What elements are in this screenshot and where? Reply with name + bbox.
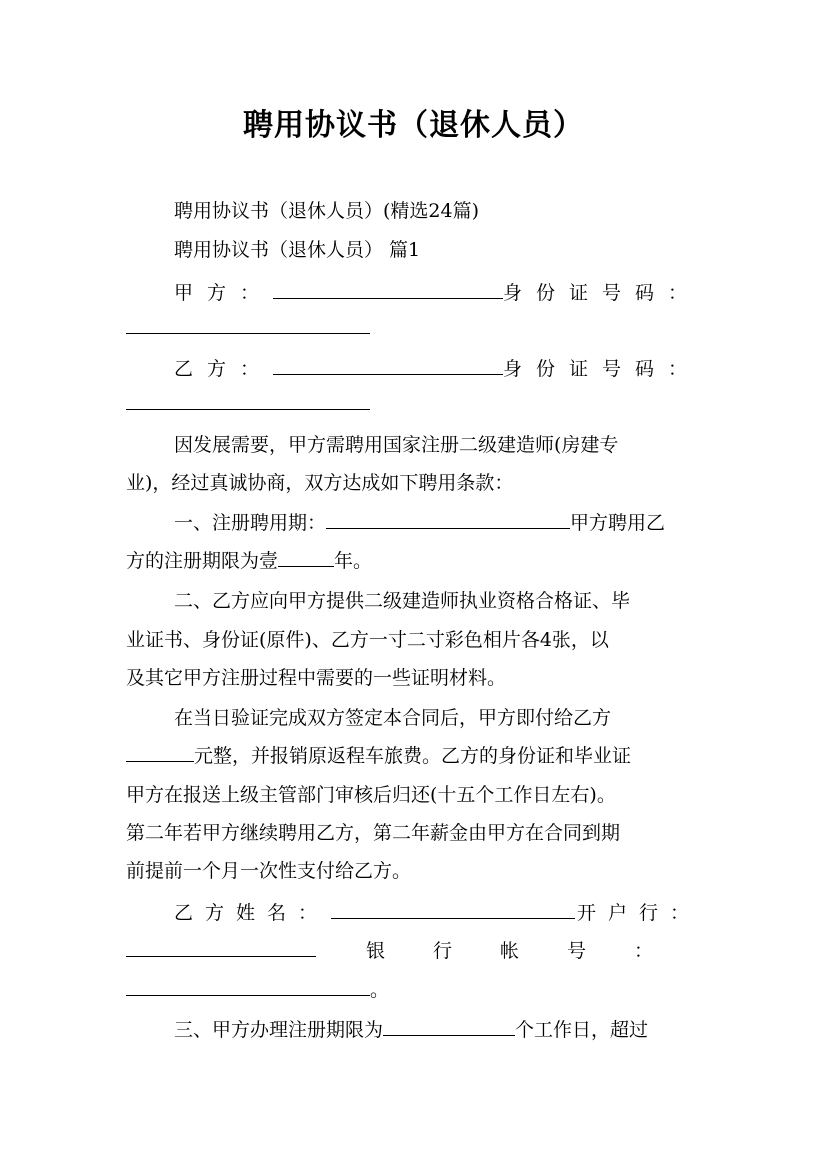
account-label: 银行帐号：	[365, 940, 701, 962]
clause3-text-2: 个工作日，超过	[515, 1019, 649, 1041]
clause2-line-1: 二、乙方应向甲方提供二级建造师执业资格合格证、毕	[174, 590, 631, 612]
account-number-blank	[126, 977, 370, 996]
party-b-id-line	[126, 391, 701, 417]
payment-line-1: 在当日验证完成双方签定本合同后，甲方即付给乙方	[174, 707, 612, 729]
party-b-id-label: 身份证号码：	[502, 358, 701, 380]
clause1-end: 年。	[334, 550, 373, 572]
payment-text: 元整，并报销原返程车旅费。乙方的身份证和毕业证	[194, 745, 632, 767]
document-title: 聘用协议书（退休人员）	[243, 108, 584, 143]
bank-name-blank	[126, 938, 316, 957]
section-heading: 聘用协议书（退休人员） 篇1	[174, 239, 421, 261]
subtitle: 聘用协议书（退休人员）(精选24篇)	[174, 200, 480, 222]
payment-line-2	[126, 743, 701, 769]
party-a-name-blank	[273, 280, 503, 299]
clause3-line-1	[174, 1017, 701, 1043]
party-b-name-label: 乙方姓名：	[174, 902, 330, 924]
clause3-text-1: 三、甲方办理注册期限为	[174, 1019, 384, 1041]
payment-line-3: 甲方在报送上级主管部门审核后归还(十五个工作日左右)。	[126, 784, 616, 806]
party-a-label: 甲方：	[174, 282, 274, 304]
payment-line-5: 前提前一个月一次性支付给乙方。	[126, 860, 412, 882]
party-a-id-label: 身份证号码：	[502, 282, 701, 304]
name-bank-line	[174, 900, 701, 926]
payment-line-4: 第二年若甲方继续聘用乙方，第二年薪金由甲方在合同到期	[126, 822, 621, 844]
party-b-line	[174, 356, 701, 382]
intro-line-2: 业)，经过真诚协商，双方达成如下聘用条款：	[126, 472, 514, 494]
account-period: 。	[370, 979, 390, 1001]
payment-amount-blank	[126, 743, 194, 762]
party-b-name-blank-2	[331, 900, 575, 919]
clause2-line-2: 业证书、身份证(原件)、乙方一寸二寸彩色相片各4张，以	[126, 629, 609, 651]
clause1-line-2	[126, 548, 701, 574]
clause1-years-blank	[278, 548, 334, 567]
bank-account-line	[126, 938, 701, 964]
intro-line-1: 因发展需要，甲方需聘用国家注册二级建造师(房建专	[174, 434, 619, 456]
clause1-line-1	[174, 510, 701, 536]
clause3-days-blank	[383, 1017, 515, 1036]
party-b-id-blank	[126, 391, 370, 410]
clause1-text: 甲方聘用乙	[570, 512, 666, 534]
party-b-name-blank	[273, 356, 503, 375]
account-number-line	[126, 977, 701, 1003]
party-a-id-line	[126, 315, 701, 341]
party-a-id-blank	[126, 315, 370, 334]
clause1-label: 一、注册聘用期：	[174, 512, 327, 534]
party-a-line	[174, 280, 701, 306]
party-b-label: 乙方：	[174, 358, 274, 380]
clause1-term-text: 方的注册期限为壹	[126, 550, 279, 572]
clause2-line-3: 及其它甲方注册过程中需要的一些证明材料。	[126, 667, 507, 689]
clause1-period-blank	[326, 510, 570, 529]
bank-label: 开户行：	[576, 902, 701, 924]
